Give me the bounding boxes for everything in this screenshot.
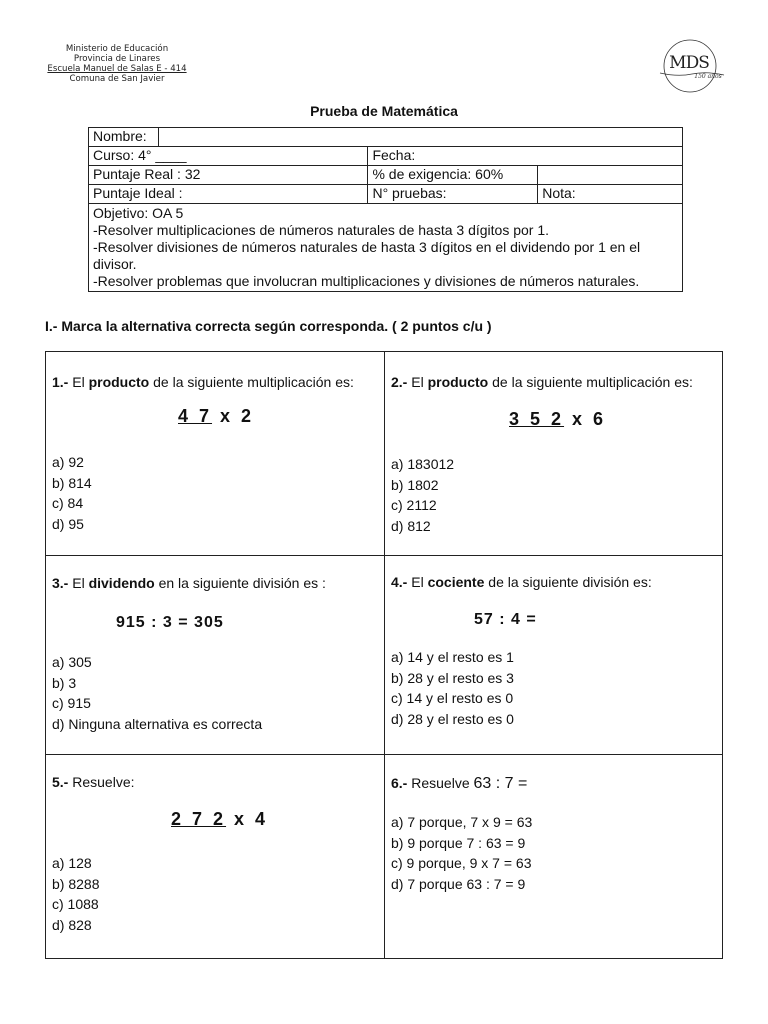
grid-divider-vertical — [384, 352, 385, 958]
question-options — [52, 452, 92, 534]
questions-grid — [45, 351, 723, 959]
question-stem: 1.- El producto de la siguiente multiplicación es: — [52, 374, 354, 390]
question-stem: 5.- Resuelve: — [52, 774, 135, 790]
puntaje-ideal-field[interactable]: Puntaje Ideal : — [89, 185, 368, 204]
objetivo-item: -Resolver multiplicaciones de números naturales de hasta 3 dígitos por 1. — [93, 222, 550, 238]
question-options — [52, 853, 99, 935]
header-ministry: Ministerio de Educación — [65, 44, 169, 54]
question-5 — [52, 772, 382, 952]
option-d[interactable]: d) 28 y el resto es 0 — [391, 710, 514, 727]
option-a[interactable]: a) 14 y el resto es 1 — [391, 649, 514, 665]
nota-field[interactable]: Nota: — [538, 185, 683, 204]
objetivo-cell — [89, 204, 683, 292]
option-b[interactable]: b) 9 porque 7 : 63 = 9 — [391, 834, 526, 851]
question-6 — [391, 773, 721, 953]
option-c[interactable]: c) 2112 — [391, 497, 437, 513]
student-info-table — [88, 127, 683, 292]
question-options — [391, 812, 532, 894]
objetivo-title: Objetivo: OA 5 — [93, 205, 184, 221]
svg-text:150 años: 150 años — [694, 73, 722, 80]
option-a[interactable]: a) 7 porque, 7 x 9 = 63 — [391, 814, 533, 830]
question-2 — [391, 372, 721, 552]
option-a[interactable]: a) 305 — [52, 654, 92, 670]
option-d[interactable]: d) Ninguna alternativa es correcta — [52, 715, 263, 732]
exigencia-blank — [538, 166, 683, 185]
option-b[interactable]: b) 28 y el resto es 3 — [391, 669, 514, 686]
option-b[interactable]: b) 3 — [52, 674, 77, 691]
nombre-field[interactable] — [158, 128, 682, 147]
option-d[interactable]: d) 7 porque 63 : 7 = 9 — [391, 875, 526, 892]
objetivo-item: -Resolver problemas que involucran multiplicaciones y divisiones de números naturales. — [93, 273, 640, 289]
section-instruction: I.- Marca la alternativa correcta según corresponda. ( 2 puntos c/u ) — [45, 318, 492, 334]
question-options — [391, 647, 514, 729]
option-b[interactable]: b) 8288 — [52, 875, 100, 892]
question-expression: 2 7 2 x 4 — [171, 809, 269, 829]
header-school: Escuela Manuel de Salas E - 414 — [47, 64, 187, 74]
curso-field[interactable]: Curso: 4° ____ — [89, 147, 368, 166]
header-province: Provincia de Linares — [73, 54, 161, 64]
svg-text:MDS: MDS — [669, 53, 709, 73]
question-1 — [52, 372, 382, 552]
question-stem: 3.- El dividendo en la siguiente división es : — [52, 575, 326, 591]
option-a[interactable]: a) 183012 — [391, 456, 455, 472]
question-expression: 57 : 4 = — [474, 611, 537, 628]
question-stem: 2.- El producto de la siguiente multiplicación es: — [391, 374, 693, 390]
question-options — [391, 454, 454, 536]
question-options — [52, 652, 262, 734]
option-b[interactable]: b) 814 — [52, 474, 92, 491]
option-c[interactable]: c) 915 — [52, 695, 91, 711]
puntaje-real: Puntaje Real : 32 — [89, 166, 368, 185]
option-a[interactable]: a) 92 — [52, 454, 84, 470]
question-stem: 4.- El cociente de la siguiente división es: — [391, 574, 652, 590]
nombre-label: Nombre: — [89, 128, 159, 147]
header-commune: Comuna de San Javier — [69, 74, 165, 84]
option-c[interactable]: c) 9 porque, 9 x 7 = 63 — [391, 855, 532, 871]
objetivo-item: -Resolver divisiones de números naturales de hasta 3 dígitos en el dividendo por 1 en el divisor. — [93, 239, 641, 272]
school-logo — [658, 37, 726, 95]
option-a[interactable]: a) 128 — [52, 855, 92, 871]
question-stem: 6.- Resuelve 63 : 7 = — [391, 775, 528, 792]
page-title: Prueba de Matemática — [310, 103, 458, 119]
option-c[interactable]: c) 1088 — [52, 896, 99, 912]
option-b[interactable]: b) 1802 — [391, 476, 439, 493]
option-d[interactable]: d) 812 — [391, 517, 431, 534]
question-expression: 915 : 3 = 305 — [116, 614, 224, 631]
grid-divider-horizontal — [46, 555, 722, 556]
n-pruebas-field[interactable]: N° pruebas: — [368, 185, 538, 204]
option-c[interactable]: c) 84 — [52, 495, 84, 511]
question-expression: 3 5 2 x 6 — [509, 409, 607, 429]
option-d[interactable]: d) 828 — [52, 916, 92, 933]
option-d[interactable]: d) 95 — [52, 515, 84, 532]
question-4 — [391, 572, 721, 752]
exigencia: % de exigencia: 60% — [368, 166, 538, 185]
question-expression: 4 7 x 2 — [178, 406, 255, 426]
question-3 — [52, 573, 382, 753]
fecha-field[interactable]: Fecha: — [368, 147, 683, 166]
option-c[interactable]: c) 14 y el resto es 0 — [391, 690, 514, 706]
school-header — [46, 44, 188, 84]
grid-divider-horizontal — [46, 754, 722, 755]
